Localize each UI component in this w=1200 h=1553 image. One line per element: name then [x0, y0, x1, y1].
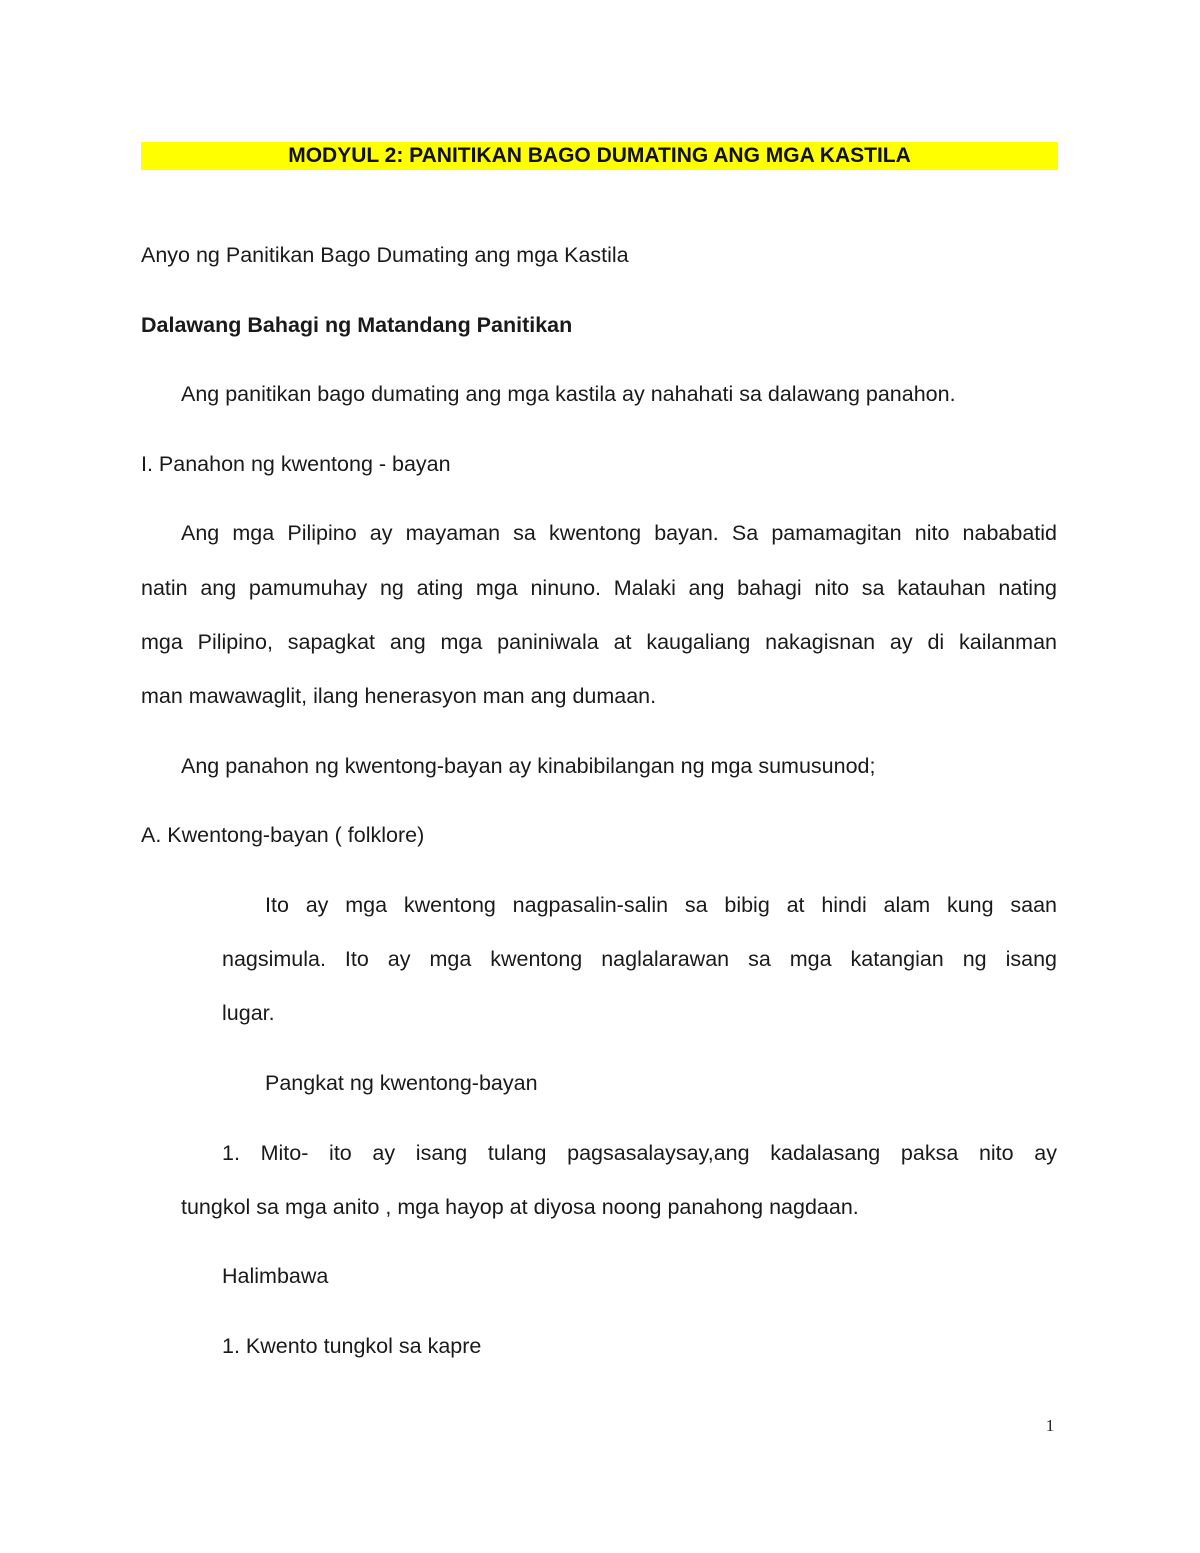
period-paragraph-line: natin ang pamumuhay ng ating mga ninuno. Malaki ang bahagi nito sa katauhan nating: [141, 576, 1057, 600]
period-list-intro: Ang panahon ng kwentong-bayan ay kinabibilangan ng mga sumusunod;: [181, 754, 876, 778]
subsection-a-heading: A. Kwentong-bayan ( folklore): [141, 823, 425, 847]
document-title: MODYUL 2: PANITIKAN BAGO DUMATING ANG MGA KASTILA: [288, 144, 911, 167]
list-item-line: tungkol sa mga anito , mga hayop at diyosa noong panahong nagdaan.: [181, 1195, 859, 1219]
period-paragraph-line: mga Pilipino, sapagkat ang mga paniniwala at kaugaliang nakagisnan ay di kailanman: [141, 630, 1057, 654]
groups-heading: Pangkat ng kwentong-bayan: [265, 1071, 538, 1095]
example-item: 1. Kwento tungkol sa kapre: [222, 1334, 482, 1358]
period-paragraph-line: Ang mga Pilipino ay mayaman sa kwentong bayan. Sa pamamagitan nito nababatid: [181, 521, 1057, 545]
folklore-paragraph-line: lugar.: [222, 1001, 275, 1025]
folklore-paragraph-line: nagsimula. Ito ay mga kwentong naglalarawan sa mga katangian ng isang: [222, 947, 1057, 971]
folklore-paragraph-line: Ito ay mga kwentong nagpasalin-salin sa bibig at hindi alam kung saan: [265, 893, 1057, 917]
page-number: 1: [1045, 1416, 1055, 1435]
subtitle: Anyo ng Panitikan Bago Dumating ang mga Kastila: [141, 243, 629, 267]
period-heading: I. Panahon ng kwentong - bayan: [141, 452, 451, 476]
list-item-line: 1. Mito- ito ay isang tulang pagsasalaysay,ang kadalasang paksa nito ay: [222, 1141, 1057, 1165]
period-paragraph-line: man mawawaglit, ilang henerasyon man ang dumaan.: [141, 684, 657, 708]
section-heading: Dalawang Bahagi ng Matandang Panitikan: [141, 313, 573, 337]
intro-paragraph: Ang panitikan bago dumating ang mga kastila ay nahahati sa dalawang panahon.: [181, 382, 956, 406]
title-highlight: [141, 142, 1058, 170]
example-label: Halimbawa: [222, 1264, 329, 1288]
